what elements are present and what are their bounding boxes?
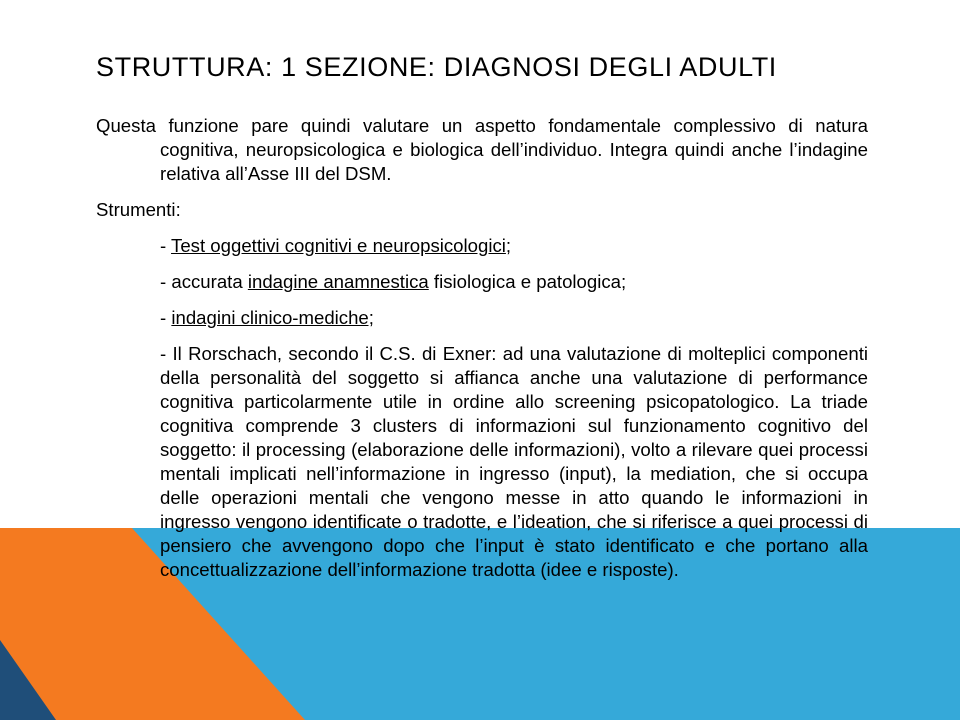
slide-body [96,114,868,594]
item-underlined-text: indagini clinico-mediche; [171,307,374,328]
item-prefix: - [160,307,172,328]
item-prefix: - [160,235,172,256]
item-suffix: ; [505,235,512,256]
list-item-indagini-cliniche [160,306,868,330]
item-underlined-text: Test oggettivi cognitivi e neuropsicologici [171,235,506,256]
item-prefix: - accurata [160,271,248,292]
slide-title: STRUTTURA: 1 SEZIONE: DIAGNOSI DEGLI ADULTI [96,52,777,82]
item-prefix: - [160,343,173,364]
list-item-rorschach [160,342,868,582]
intro-paragraph: Questa funzione pare quindi valutare un aspetto fondamentale complessivo di natura cognitiva, neuropsicologica e biologica dell’individuo. Integra quindi anche l’indagine relativa all’Asse III del DSM. [96,115,868,184]
strumenti-label: Strumenti: [96,199,181,220]
list-item-indagine-anamnestica [160,270,868,294]
item-underlined-text: indagine anamnestica [247,271,429,292]
list-item-test-oggettivi [160,234,868,258]
item-suffix: Il Rorschach, secondo il C.S. di Exner: ad una valutazione di molteplici componenti della personalità del soggetto si affianca anche una valutazione di performance cognitiva particolarmente utile in ordine allo screening psicopatologico. La triade cognitiva comprende 3 clusters di informazioni sul funzionamento cognitivo del soggetto: il processing (elaborazione delle informazioni), volto a rilevare quei processi mentali implicati nell’informazione in ingresso (input), la mediation, che si occupa delle operazioni mentali che vengono messe in atto quando le informazioni in ingresso vengono identificate o tradotte, e l’ideation, che si riferisce a quei processi di pensiero che avvengono dopo che l’input è stato identificato e che portano alla concettualizzazione dell’informazione tradotta (idee e risposte). [160,343,868,580]
item-suffix: fisiologica e patologica; [428,271,627,292]
